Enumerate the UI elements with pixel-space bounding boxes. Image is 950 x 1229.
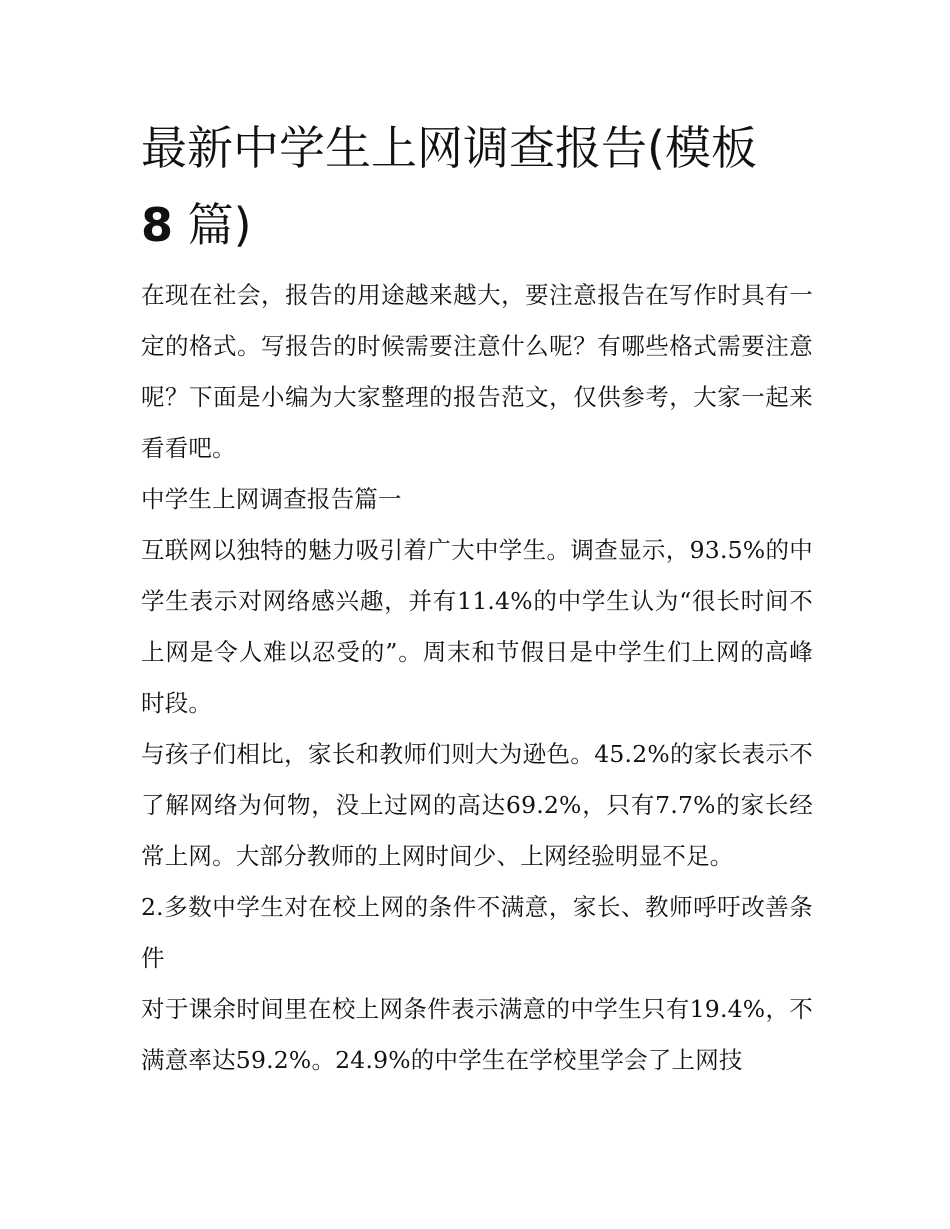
document-title-main: 最新中学生上网调查报告(模板: [141, 121, 757, 175]
document-page: [141, 110, 813, 1086]
document-title: [141, 110, 813, 264]
document-title-number: 8: [141, 198, 174, 252]
document-title-tail: 篇): [187, 198, 252, 252]
body-paragraph: 对于课余时间里在校上网条件表示满意的中学生只有19.4%，不满意率达59.2%。24.9%的中学生在学校里学会了上网技: [141, 995, 813, 1074]
body-paragraph: 互联网以独特的魅力吸引着广大中学生。调查显示，93.5%的中学生表示对网络感兴趣，并有11.4%的中学生认为“很长时间不上网是令人难以忍受的”。周末和节假日是中学生们上网的高峰时段。: [141, 536, 813, 717]
body-paragraph: 与孩子们相比，家长和教师们则大为逊色。45.2%的家长表示不了解网络为何物，没上过网的高达69.2%，只有7.7%的家长经常上网。大部分教师的上网时间少、上网经验明显不足。: [141, 740, 813, 870]
numbered-heading: 2.多数中学生对在校上网的条件不满意，家长、教师呼吁改善条件: [141, 893, 813, 972]
intro-paragraph: 在现在社会，报告的用途越来越大，要注意报告在写作时具有一定的格式。写报告的时候需要注意什么呢？有哪些格式需要注意呢？下面是小编为大家整理的报告范文，仅供参考，大家一起来看看吧。: [141, 281, 813, 462]
section-heading: 中学生上网调查报告篇一: [141, 485, 402, 513]
